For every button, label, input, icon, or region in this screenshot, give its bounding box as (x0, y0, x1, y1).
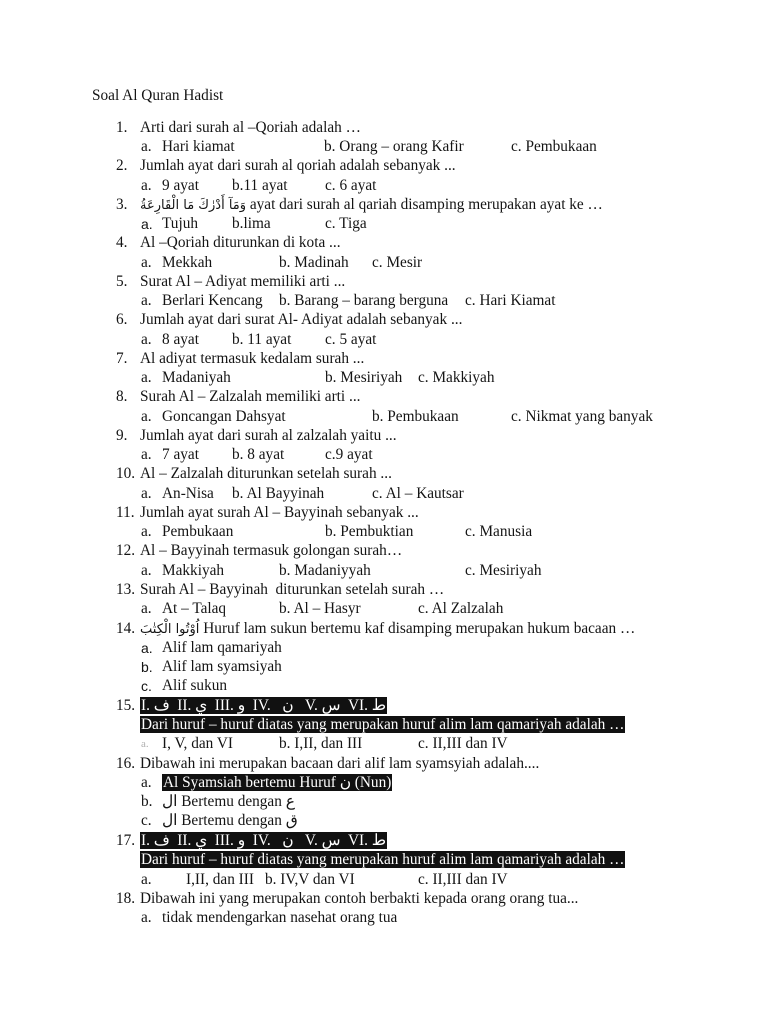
question-text-highlighted: Dari huruf – huruf diatas yang merupakan huruf alim lam qamariyah adalah … (141, 716, 625, 733)
answer-marker: a. (141, 600, 152, 617)
answer-marker: a. (141, 738, 149, 750)
answer-marker: a. (141, 446, 152, 463)
question-text: Surah Al – Zalzalah memiliki arti ... (140, 388, 361, 405)
question-text: Al adiyat termasuk kedalam surah ... (140, 350, 365, 367)
question-13 (0, 580, 768, 600)
answer-marker: a. (141, 331, 152, 348)
choice-c: c. 6 ayat (325, 177, 377, 194)
answers-13 (0, 599, 768, 619)
option-14c (0, 676, 768, 696)
answers-9 (0, 445, 768, 465)
choice-a: Madaniyah (162, 369, 231, 386)
option-text: ال Bertemu dengan ق (162, 812, 298, 829)
option-18a (0, 908, 768, 928)
document-title: Soal Al Quran Hadist (92, 87, 224, 104)
option-marker: b. (141, 659, 153, 675)
question-number: 8. (116, 388, 128, 405)
question-text: Jumlah ayat dari surah al zalzalah yaitu ... (140, 427, 397, 444)
question-4 (0, 233, 768, 253)
answers-6 (0, 330, 768, 350)
option-14b (0, 657, 768, 677)
choice-a: An-Nisa (162, 485, 214, 502)
choice-b: b. Al – Hasyr (279, 600, 361, 617)
question-text: Al – Bayyinah termasuk golongan surah… (140, 542, 403, 559)
answers-3 (0, 214, 768, 234)
option-text: ال Bertemu dengan ع (162, 793, 295, 810)
option-text-highlighted: Al Syamsiah bertemu Huruf ن (Nun) (163, 774, 392, 791)
answers-11 (0, 522, 768, 542)
answers-5 (0, 291, 768, 311)
choice-b: b. 8 ayat (232, 446, 285, 463)
answer-marker: a. (141, 292, 152, 309)
answer-marker: a. (141, 369, 152, 386)
question-text: Al – Zalzalah diturunkan setelah surah ... (140, 465, 392, 482)
answer-marker: a. (141, 138, 152, 155)
answer-marker: a. (141, 871, 152, 888)
answers-17 (0, 870, 768, 890)
answer-marker: a. (141, 216, 153, 232)
answer-marker: a. (141, 408, 152, 425)
question-number: 3. (116, 196, 128, 213)
question-17 (0, 831, 768, 851)
letters-list-highlighted: I. ف II. ي III. و IV. ن V. س VI. ط (141, 697, 386, 714)
question-text: Jumlah ayat dari surat Al- Adiyat adalah sebanyak ... (140, 311, 463, 328)
answer-marker: a. (141, 177, 152, 194)
question-16 (0, 754, 768, 774)
choice-b: b. Madaniyyah (279, 562, 371, 579)
choice-a: Goncangan Dahsyat (162, 408, 286, 425)
choice-c: c. II,III dan IV (418, 871, 508, 888)
choice-a: Hari kiamat (162, 138, 235, 155)
choice-a: Berlari Kencang (162, 292, 263, 309)
choice-c: c. Al – Kautsar (372, 485, 464, 502)
choice-c: c. Tiga (325, 215, 367, 232)
answer-marker: a. (141, 254, 152, 271)
question-number: 2. (116, 157, 128, 174)
choice-b: b. Orang – orang Kafir (324, 138, 464, 155)
answers-7 (0, 368, 768, 388)
option-marker: c. (141, 678, 152, 694)
question-text: Jumlah ayat dari surah al qoriah adalah sebanyak ... (140, 157, 456, 174)
choice-a: Pembukaan (162, 523, 234, 540)
choice-b: b. Pembukaan (372, 408, 459, 425)
choice-c: c. Al Zalzalah (418, 600, 504, 617)
question-number: 5. (116, 273, 128, 290)
choice-a: 9 ayat (162, 177, 199, 194)
choice-b: b. 11 ayat (232, 331, 292, 348)
option-marker: a. (141, 640, 153, 656)
question-text: Surat Al – Adiyat memiliki arti ... (140, 273, 346, 290)
question-text-highlighted: Dari huruf – huruf diatas yang merupakan huruf alim lam qamariyah adalah … (141, 851, 625, 868)
choice-c: c. Mesir (372, 254, 423, 271)
question-number: 17. (116, 832, 136, 849)
question-line (140, 195, 603, 216)
choice-b: b.11 ayat (232, 177, 288, 194)
choice-b: b. I,II, dan III (279, 735, 363, 752)
question-17-text-line (0, 850, 768, 870)
choice-c: c. 5 ayat (325, 331, 377, 348)
answer-marker: a. (141, 562, 152, 579)
letters-list-highlighted: I. ف II. ي III. و IV. ن V. س VI. ط (141, 832, 386, 849)
choice-a: 7 ayat (162, 446, 199, 463)
option-marker: c. (141, 812, 152, 829)
question-number: 14. (116, 620, 136, 637)
choice-c: c. Pembukaan (511, 138, 597, 155)
question-number: 12. (116, 542, 136, 559)
question-15 (0, 696, 768, 716)
question-number: 16. (116, 755, 136, 772)
question-2 (0, 156, 768, 176)
answers-15 (0, 734, 768, 754)
choice-a: Mekkah (162, 254, 213, 271)
question-number: 9. (116, 427, 128, 444)
choice-b: b.lima (232, 215, 271, 232)
option-text: tidak mendengarkan nasehat orang tua (162, 909, 398, 926)
question-number: 15. (116, 697, 136, 714)
question-number: 13. (116, 581, 136, 598)
question-15-text-line (0, 715, 768, 735)
answers-12 (0, 561, 768, 581)
question-text: Al –Qoriah diturunkan di kota ... (140, 234, 341, 251)
option-14a (0, 638, 768, 658)
question-number: 1. (116, 119, 128, 136)
choice-a: I,II, dan III (186, 871, 254, 888)
choice-b: b. Mesiriyah (325, 369, 403, 386)
option-16b (0, 792, 768, 812)
option-text: Alif lam qamariyah (162, 639, 282, 656)
choice-c: c. Manusia (465, 523, 533, 540)
option-text: Alif lam syamsiyah (162, 658, 282, 675)
arabic-verse: وَمَآ أَدْرٰكَ مَا الْقَارِعَةُ (140, 198, 247, 213)
question-number: 10. (116, 465, 136, 482)
choice-a: Tujuh (162, 215, 199, 232)
title-line (0, 86, 768, 106)
question-18 (0, 889, 768, 909)
question-12 (0, 541, 768, 561)
answers-2 (0, 176, 768, 196)
choice-c: c. Makkiyah (418, 369, 495, 386)
option-marker: b. (141, 793, 153, 810)
question-number: 11. (116, 504, 135, 521)
arabic-phrase: اُوْتُوا الْكِتٰبَ (140, 622, 200, 637)
question-number: 18. (116, 890, 136, 907)
answers-10 (0, 484, 768, 504)
question-3 (0, 195, 768, 215)
choice-a: At – Talaq (162, 600, 227, 617)
choice-b: b. Madinah (279, 254, 349, 271)
choice-a: I, V, dan VI (162, 735, 233, 752)
answer-marker: a. (141, 523, 152, 540)
answers-4 (0, 253, 768, 273)
choice-a: Makkiyah (162, 562, 225, 579)
question-text: Surah Al – Bayyinah diturunkan setelah surah … (140, 581, 445, 598)
question-line (140, 619, 635, 640)
choice-b: b. Al Bayyinah (232, 485, 325, 502)
question-7 (0, 349, 768, 369)
choice-b: b. Barang – barang berguna (279, 292, 449, 309)
choice-c: c. II,III dan IV (418, 735, 508, 752)
question-text: Dibawah ini yang merupakan contoh berbakti kepada orang orang tua... (140, 890, 579, 907)
question-11 (0, 503, 768, 523)
choice-c: c.9 ayat (325, 446, 373, 463)
choice-b: b. Pembuktian (325, 523, 414, 540)
option-16c (0, 811, 768, 831)
option-16a (0, 773, 768, 793)
choice-b: b. IV,V dan VI (265, 871, 355, 888)
question-number: 4. (116, 234, 128, 251)
choice-c: c. Hari Kiamat (465, 292, 556, 309)
question-text: ayat dari surah al qariah disamping merupakan ayat ke … (249, 196, 603, 213)
option-marker: a. (141, 774, 152, 791)
question-text: Dibawah ini merupakan bacaan dari alif lam syamsyiah adalah.... (140, 755, 540, 772)
option-text: Alif sukun (162, 677, 228, 694)
choice-c: c. Mesiriyah (465, 562, 542, 579)
answers-1 (0, 137, 768, 157)
choice-c: c. Nikmat yang banyak (511, 408, 653, 425)
option-marker: a. (141, 909, 152, 926)
question-8 (0, 387, 768, 407)
question-number: 6. (116, 311, 128, 328)
question-10 (0, 464, 768, 484)
question-5 (0, 272, 768, 292)
question-text: Huruf lam sukun bertemu kaf disamping merupakan hukum bacaan … (203, 620, 636, 637)
answers-8 (0, 407, 768, 427)
question-1 (0, 118, 768, 138)
question-number: 7. (116, 350, 128, 367)
answer-marker: a. (141, 485, 152, 502)
question-14 (0, 619, 768, 639)
choice-a: 8 ayat (162, 331, 199, 348)
question-6 (0, 310, 768, 330)
question-9 (0, 426, 768, 446)
question-text: Arti dari surah al –Qoriah adalah … (140, 119, 361, 136)
question-text: Jumlah ayat surah Al – Bayyinah sebanyak ... (140, 504, 419, 521)
